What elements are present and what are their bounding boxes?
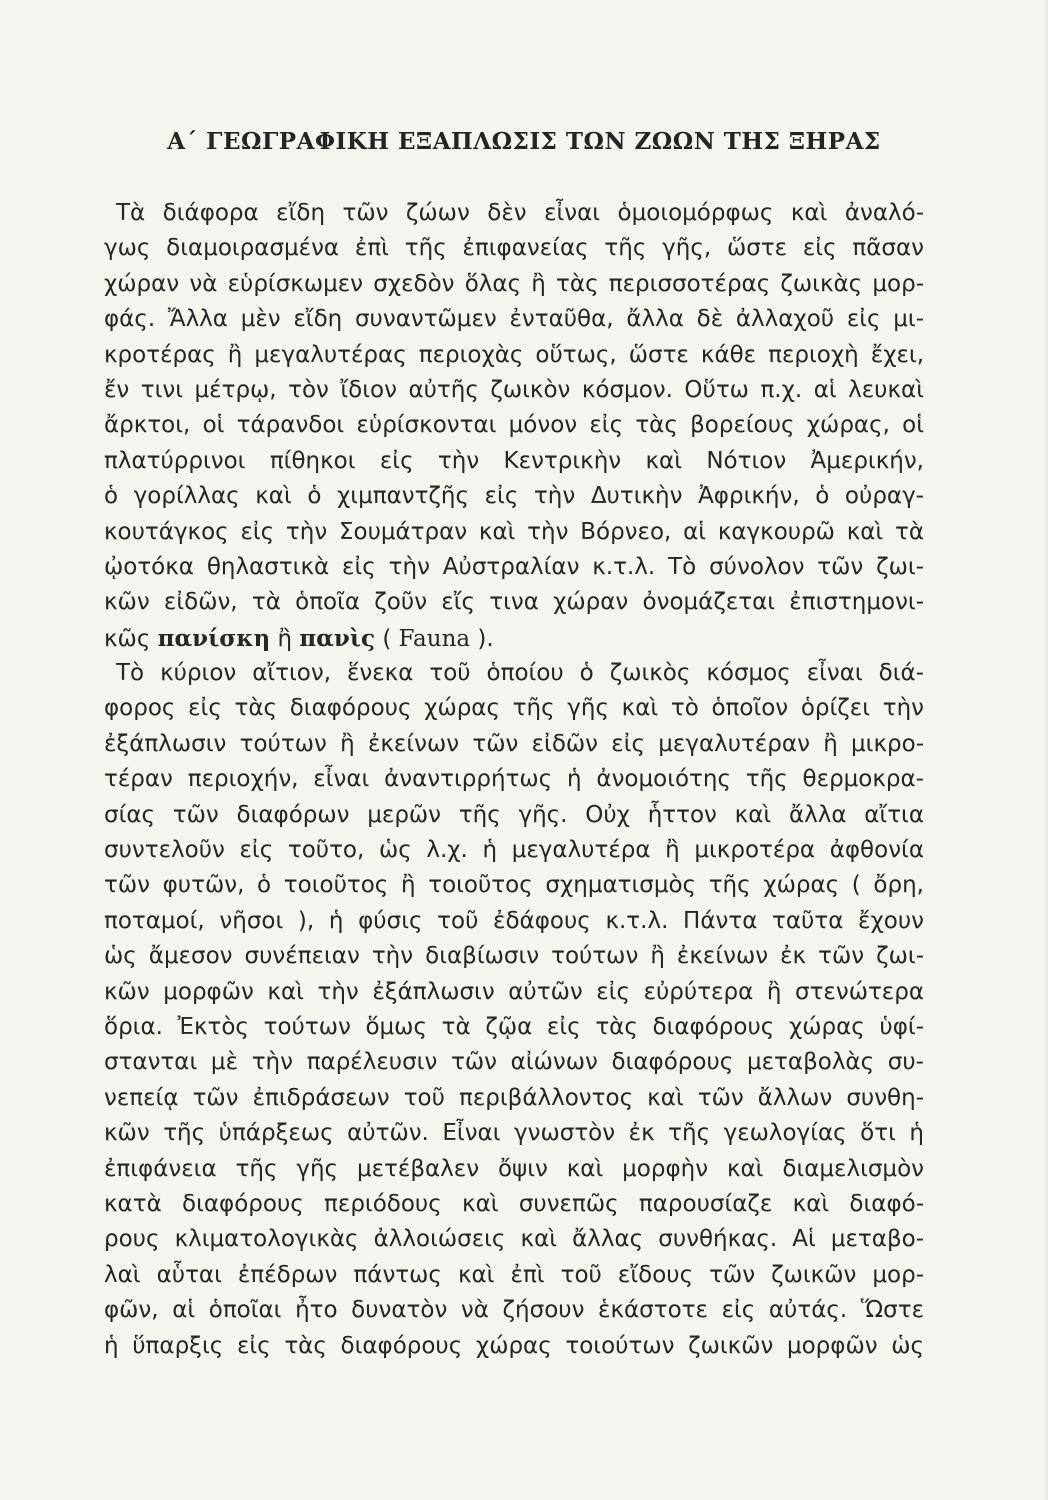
text-line: συντελοῦν εἰς τοῦτο, ὡς λ.χ. ἡ μεγαλυτέρα ἢ μικροτέρα ἀφθονία bbox=[104, 837, 924, 864]
text-line: κατὰ διαφόρους περιόδους καὶ συνεπῶς παρουσίαζε καὶ διαφό- bbox=[104, 1190, 924, 1217]
text-line: κουτάγκος εἰς τὴν Σουμάτραν καὶ τὴν Βόρνεο, αἱ καγκουρῶ καὶ τὰ bbox=[104, 518, 924, 545]
text-line: ᾠοτόκα θηλαστικὰ εἰς τὴν Αὐστραλίαν κ.τ.λ. Τὸ σύνολον τῶν ζωι- bbox=[104, 553, 924, 580]
text-line: ποταμοί, νῆσοι ), ἡ φύσις τοῦ ἐδάφους κ.τ.λ. Πάντα ταῦτα ἔχουν bbox=[104, 907, 924, 934]
text-line: κῶν μορφῶν καὶ τὴν ἐξάπλωσιν αὐτῶν εἰς εὐρύτερα ἢ στενώτερα bbox=[104, 978, 924, 1005]
text-line: ἡ ὕπαρξις εἰς τὰς διαφόρους χώρας τοιούτων ζωικῶν μορφῶν ὡς bbox=[104, 1332, 924, 1359]
text-line: γως διαμοιρασμένα ἐπὶ τῆς ἐπιφανείας τῆς γῆς, ὥστε εἰς πᾶσαν bbox=[104, 235, 924, 262]
text-fragment: κῶς bbox=[104, 625, 151, 652]
term-fauna: Fauna bbox=[398, 625, 471, 652]
text-line: ὁ γορίλλας καὶ ὁ χιμπαντζῆς εἰς τὴν Δυτικὴν Ἀφρικήν, ὁ οὐραγ- bbox=[104, 483, 924, 510]
text-line: Τὰ διάφορα εἴδη τῶν ζώων δὲν εἶναι ὁμοιομόρφως καὶ ἀναλό- bbox=[116, 200, 924, 226]
text-line: ἔν τινι μέτρῳ, τὸν ἴδιον αὐτῆς ζωικὸν κόσμον. Οὕτω π.χ. αἱ λευκαὶ bbox=[104, 376, 924, 403]
text-line: φορος εἰς τὰς διαφόρους χώρας τῆς γῆς καὶ τὸ ὁποῖον ὁρίζει τὴν bbox=[104, 695, 924, 722]
text-line: φῶν, αἱ ὁποῖαι ἦτο δυνατὸν νὰ ζήσουν ἑκάστοτε εἰς αὐτάς. Ὥστε bbox=[104, 1297, 924, 1324]
text-line: πλατύρρινοι πίθηκοι εἰς τὴν Κεντρικὴν καὶ Νότιον Ἀμερικήν, bbox=[104, 447, 924, 474]
body-text bbox=[104, 196, 924, 1364]
text-fragment: ἢ bbox=[277, 625, 293, 652]
text-line: κῶν τῆς ὑπάρξεως αὐτῶν. Εἶναι γνωστὸν ἐκ τῆς γεωλογίας ὅτι ἡ bbox=[104, 1120, 924, 1147]
text-line: ἐξάπλωσιν τούτων ἢ ἐκείνων τῶν εἰδῶν εἰς μεγαλυτέραν ἢ μικρο- bbox=[104, 730, 924, 757]
text-line: φάς. Ἄλλα μὲν εἴδη συναντῶμεν ἐνταῦθα, ἄλλα δὲ ἀλλαχοῦ εἰς μι- bbox=[104, 306, 924, 333]
text-line-terms bbox=[104, 621, 924, 656]
page-edge-shadow bbox=[1042, 0, 1048, 1500]
text-fragment: ( bbox=[382, 625, 392, 652]
text-line: ἄρκτοι, οἱ τάρανδοι εὑρίσκονται μόνον εἰς τὰς βορείους χώρας, οἱ bbox=[104, 412, 924, 439]
text-line: Τὸ κύριον αἴτιον, ἕνεκα τοῦ ὁποίου ὁ ζωικὸς κόσμος εἶναι διά- bbox=[116, 660, 924, 687]
text-line: κῶν εἰδῶν, τὰ ὁποῖα ζοῦν εἴς τινα χώραν ὀνομάζεται ἐπιστημονι- bbox=[104, 589, 924, 616]
text-line: νεπείᾳ τῶν ἐπιδράσεων τοῦ περιβάλλοντος καὶ τῶν ἄλλων συνθη- bbox=[104, 1084, 924, 1111]
text-line: χώραν νὰ εὑρίσκωμεν σχεδὸν ὅλας ἢ τὰς περισσοτέρας ζωικὰς μορ- bbox=[104, 270, 924, 297]
text-line: σίας τῶν διαφόρων μερῶν τῆς γῆς. Οὐχ ἧττον καὶ ἄλλα αἴτια bbox=[104, 801, 924, 828]
term-paniski: πανίσκη bbox=[157, 624, 271, 652]
text-line: στανται μὲ τὴν παρέλευσιν τῶν αἰώνων διαφόρους μεταβολὰς συ- bbox=[104, 1049, 924, 1076]
text-line: ρους κλιματολογικὰς ἀλλοιώσεις καὶ ἄλλας συνθήκας. Αἱ μεταβο- bbox=[104, 1226, 924, 1253]
text-fragment: ). bbox=[477, 625, 494, 652]
term-panis: πανὶς bbox=[299, 624, 376, 652]
text-line: ὡς ἄμεσον συνέπειαν τὴν διαβίωσιν τούτων ἢ ἐκείνων ἐκ τῶν ζωι- bbox=[104, 943, 924, 970]
text-line: τῶν φυτῶν, ὁ τοιοῦτος ἢ τοιοῦτος σχηματισμὸς τῆς χώρας ( ὄρη, bbox=[104, 872, 924, 899]
text-line: ἐπιφάνεια τῆς γῆς μετέβαλεν ὄψιν καὶ μορφὴν καὶ διαμελισμὸν bbox=[104, 1155, 924, 1182]
text-line: τέραν περιοχήν, εἶναι ἀναντιρρήτως ἡ ἀνομοιότης τῆς θερμοκρα- bbox=[104, 766, 924, 793]
text-line: λαὶ αὗται ἐπέδρων πάντως καὶ ἐπὶ τοῦ εἴδους τῶν ζωικῶν μορ- bbox=[104, 1261, 924, 1288]
chapter-heading: Α΄ ΓΕΩΓΡΑΦΙΚΗ ΕΞΑΠΛΩΣΙΣ ΤΩΝ ΖΩΩΝ ΤΗΣ ΞΗΡΑΣ bbox=[167, 128, 881, 155]
text-line: ὅρια. Ἐκτὸς τούτων ὅμως τὰ ζῷα εἰς τὰς διαφόρους χώρας ὑφί- bbox=[104, 1013, 924, 1040]
text-line: κροτέρας ἢ μεγαλυτέρας περιοχὰς οὕτως, ὥστε κάθε περιοχὴ ἔχει, bbox=[104, 341, 924, 368]
